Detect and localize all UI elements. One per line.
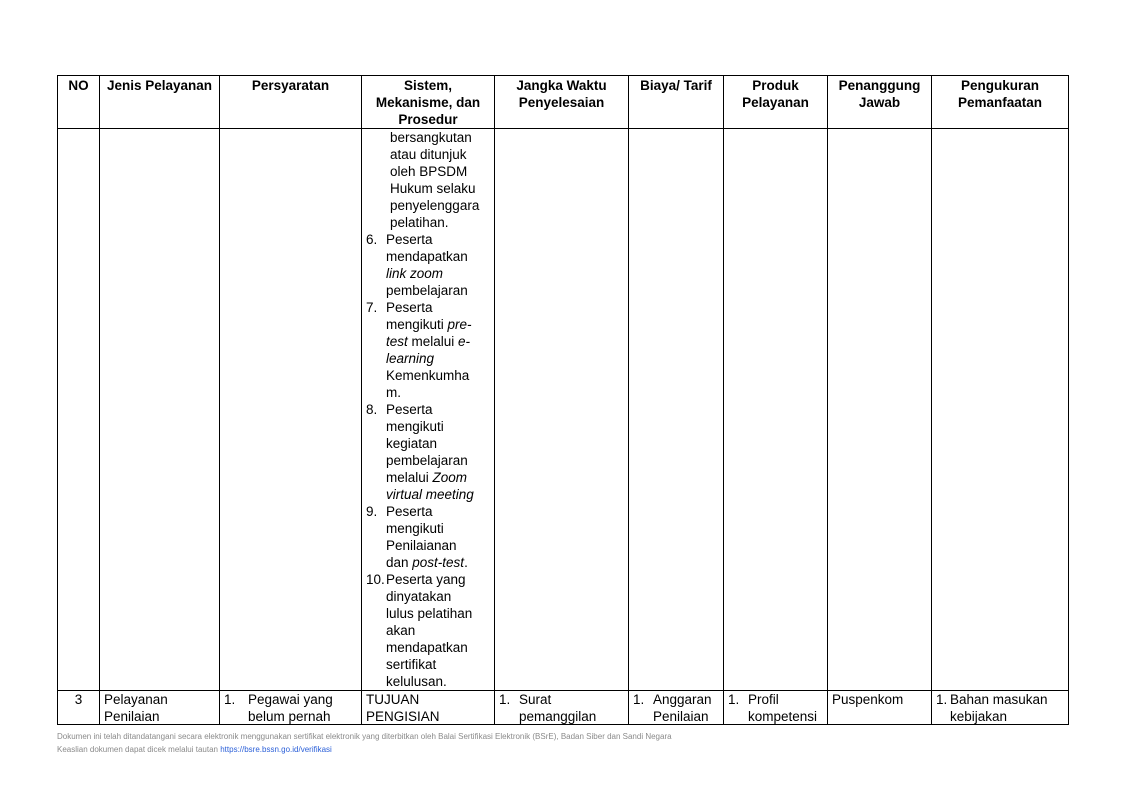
procedure-step-10: 10. Peserta yang dinyatakan lulus pelatihan akan mendapatkan sertifikat kelulusan.	[366, 572, 473, 689]
header-penanggung-jawab: Penanggung Jawab	[828, 76, 932, 129]
header-biaya: Biaya/ Tarif	[629, 76, 724, 129]
intro-line: oleh BPSDM	[390, 164, 468, 179]
footer-line-2: Keaslian dokumen dapat dicek melalui tautan https://bsre.bssn.go.id/verifikasi	[57, 745, 332, 754]
header-row	[58, 76, 1069, 129]
row3-biaya: 1. Anggaran Penilaian	[629, 691, 724, 725]
row3-pengukuran: 1. Bahan masukan kebijakan	[932, 691, 1069, 725]
procedure-step-9: 9. Peserta mengikuti Penilaianan dan post-test.	[366, 504, 468, 570]
header-pengukuran: Pengukuran Pemanfaatan	[932, 76, 1069, 129]
cell-produk	[724, 129, 828, 691]
row3-penanggung: Puspenkom	[828, 691, 932, 725]
header-persyaratan: Persyaratan	[220, 76, 362, 129]
cell-no	[58, 129, 100, 691]
row3-persyaratan: 1. Pegawai yang belum pernah	[220, 691, 362, 725]
cell-pengukuran	[932, 129, 1069, 691]
intro-line: atau ditunjuk	[390, 147, 467, 162]
row3-jangka: 1. Surat pemanggilan	[495, 691, 629, 725]
header-produk: Produk Pelayanan	[724, 76, 828, 129]
cell-jenis	[100, 129, 220, 691]
table-row-3	[58, 691, 1069, 725]
row3-no: 3	[58, 691, 100, 725]
header-jenis-pelayanan: Jenis Pelayanan	[100, 76, 220, 129]
cell-biaya	[629, 129, 724, 691]
procedure-step-7: 7. Peserta mengikuti pre- test melalui e- learning Kemenkumha m.	[366, 300, 472, 400]
row3-sistem: TUJUAN PENGISIAN	[362, 691, 495, 725]
procedure-step-8: 8. Peserta mengikuti kegiatan pembelajaran melalui Zoom virtual meeting	[366, 402, 474, 502]
row3-jenis: Pelayanan Penilaian	[100, 691, 220, 725]
service-standard-table	[57, 75, 1069, 725]
bsre-signature-footer	[57, 730, 672, 756]
table-row-continuation	[58, 129, 1069, 691]
intro-line: pelatihan.	[390, 215, 449, 230]
intro-line: Hukum selaku	[390, 181, 476, 196]
procedure-step-6: 6. Peserta mendapatkan link zoom pembelajaran	[366, 232, 468, 298]
cell-sistem-prosedur	[362, 129, 495, 691]
header-no: NO	[58, 76, 100, 129]
row3-produk: 1. Profil kompetensi	[724, 691, 828, 725]
header-sistem: Sistem, Mekanisme, dan Prosedur	[362, 76, 495, 129]
intro-line: bersangkutan	[390, 130, 472, 145]
header-jangka-waktu: Jangka Waktu Penyelesaian	[495, 76, 629, 129]
cell-jangka	[495, 129, 629, 691]
cell-persyaratan	[220, 129, 362, 691]
verification-link[interactable]: https://bsre.bssn.go.id/verifikasi	[220, 745, 332, 754]
intro-line: penyelenggara	[390, 198, 480, 213]
cell-penanggung	[828, 129, 932, 691]
footer-line-1: Dokumen ini telah ditandatangani secara elektronik menggunakan sertifikat elektronik yang diterbitkan oleh Balai Sertifikasi Elektronik (BSrE), Badan Siber dan Sandi Negara	[57, 732, 672, 741]
